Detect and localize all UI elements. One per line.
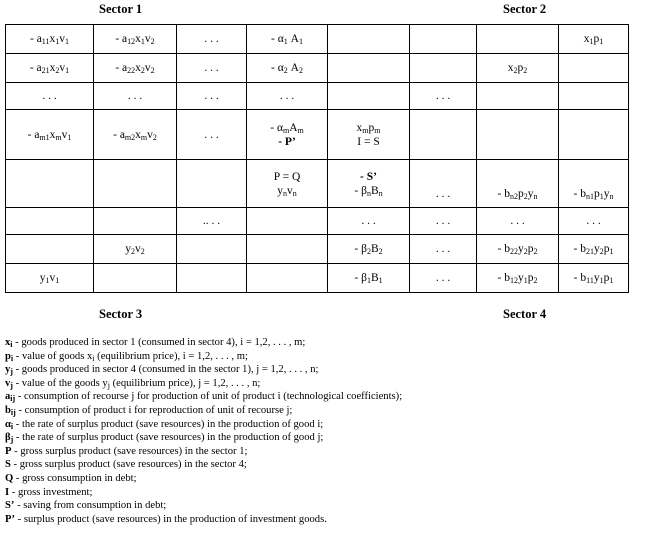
cell-r1-c6: [410, 25, 477, 54]
table-row: [6, 160, 629, 208]
cell-r6-c2: [94, 208, 177, 235]
cell-r3-c4: . . .: [247, 83, 328, 110]
legend-item: $x_i$ - goods produced in sector 1 (consumed in sector 4), i = 1,2, . . . , m;: [5, 337, 306, 349]
cell-r7-c3: [177, 235, 247, 264]
cell-r6-c7: . . .: [477, 208, 559, 235]
cell-r3-c2: . . .: [94, 83, 177, 110]
cell-r7-c6: . . .: [410, 235, 477, 264]
cell-r8-c2: [94, 264, 177, 293]
cell-r7-c8: - $b_{21}y_2p_1$: [559, 235, 629, 264]
legend: [5, 336, 645, 526]
cell-r6-c5: . . .: [328, 208, 410, 235]
cell-r1-c8: $x_1p_1$: [559, 25, 629, 54]
cell-r2-c2: - $a_{22}x_2v_2$: [94, 54, 177, 83]
input-output-table: [5, 24, 629, 293]
legend-item: $v_j$ - value of the goods $y_j$ (equilibrium price), j = 1,2, . . . , n;: [5, 377, 261, 390]
i-equals-s: I = S: [357, 135, 380, 148]
cell-r2-c3: . . .: [177, 54, 247, 83]
legend-item: P’ - surplus product (save resources) in the production of investment goods.: [5, 513, 327, 525]
cell-r7-c1: [6, 235, 94, 264]
cell-r1-c4: - $\alpha_1$ $A_1$: [247, 25, 328, 54]
cell-r4-c5: $x_mp_m$ I = S: [328, 110, 410, 160]
cell-r3-c5: [328, 83, 410, 110]
s-prime-label: - S’: [360, 170, 377, 183]
p-prime-label: - P’: [278, 135, 296, 148]
legend-item: P - gross surplus product (save resources) in the sector 1;: [5, 445, 248, 457]
cell-r8-c3: [177, 264, 247, 293]
cell-r2-c7: $x_2p_2$: [477, 54, 559, 83]
cell-r4-c7: [477, 110, 559, 160]
cell-r4-c8: [559, 110, 629, 160]
cell-r3-c8: [559, 83, 629, 110]
cell-r1-c5: [328, 25, 410, 54]
legend-item: $y_j$ - goods produced in sector 4 (consumed in the sector 1), j = 1,2, . . . , n;: [5, 364, 319, 377]
cell-r1-c1: - $a_{11}x_1v_1$: [6, 25, 94, 54]
table-row: [6, 235, 629, 264]
table-row: [6, 264, 629, 293]
cell-r2-c6: [410, 54, 477, 83]
cell-r6-c6: . . .: [410, 208, 477, 235]
cell-r8-c8: - $b_{11}y_1p_1$: [559, 264, 629, 293]
cell-r5-c8: - $b_{n1}p_1y_n$: [559, 160, 629, 208]
sector-2-label: Sector 2: [503, 2, 547, 16]
cell-r1-c2: - $a_{12}x_1v_2$: [94, 25, 177, 54]
cell-r7-c7: - $b_{22}y_2p_2$: [477, 235, 559, 264]
cell-r3-c6: . . .: [410, 83, 477, 110]
table-row: [6, 110, 629, 160]
cell-r6-c1: [6, 208, 94, 235]
cell-r5-c7: - $b_{n2}p_2y_n$: [477, 160, 559, 208]
cell-r5-c2: [94, 160, 177, 208]
cell-r5-c3: [177, 160, 247, 208]
cell-r8-c5: - $\beta_1B_1$: [328, 264, 410, 293]
cell-r2-c5: [328, 54, 410, 83]
legend-item: $a_{ij}$ - consumption of recourse j for production of unit of product i (technological coefficients);: [5, 391, 403, 404]
legend-item: $\alpha_i$ - the rate of surplus product (save resources) in the production of good i;: [5, 418, 324, 431]
legend-item: S’ - saving from consumption in debt;: [5, 500, 167, 512]
cell-r7-c4: [247, 235, 328, 264]
legend-item: $\beta_j$ - the rate of surplus product (save resources) in the production of good j;: [5, 432, 324, 445]
sector-1-label: Sector 1: [99, 2, 143, 16]
cell-r4-c6: [410, 110, 477, 160]
cell-r8-c7: - $b_{12}y_1p_2$: [477, 264, 559, 293]
cell-r5-c6: . . .: [410, 160, 477, 208]
cell-r5-c1: [6, 160, 94, 208]
cell-r4-c4: - $\alpha_mA_m$ - P’: [247, 110, 328, 160]
cell-r6-c3: .. . .: [177, 208, 247, 235]
table-row: [6, 83, 629, 110]
sector-4-label: Sector 4: [503, 307, 547, 321]
table-row: [6, 208, 629, 235]
cell-r3-c3: . . .: [177, 83, 247, 110]
cell-r2-c8: [559, 54, 629, 83]
cell-r4-c2: - $a_{m2}x_mv_2$: [94, 110, 177, 160]
cell-r3-c7: [477, 83, 559, 110]
cell-r1-c7: [477, 25, 559, 54]
cell-r2-c1: - $a_{21}x_2v_1$: [6, 54, 94, 83]
cell-r8-c6: . . .: [410, 264, 477, 293]
legend-item: I - gross investment;: [5, 486, 93, 498]
cell-r6-c4: [247, 208, 328, 235]
cell-r4-c3: . . .: [177, 110, 247, 160]
sector-3-label: Sector 3: [99, 307, 143, 321]
cell-r5-c5: - S’ - $\beta_nB_n$: [328, 160, 410, 208]
legend-item: $p_i$ - value of goods $x_i$ (equilibrium price), i = 1,2, . . . , m;: [5, 350, 248, 363]
legend-item: S - gross surplus product (save resources) in the sector 4;: [5, 459, 247, 471]
cell-r3-c1: . . .: [6, 83, 94, 110]
legend-item: $b_{ij}$ - consumption of product i for reproduction of unit of recourse j;: [5, 404, 293, 417]
cell-r1-c3: . . .: [177, 25, 247, 54]
cell-r4-c1: - $a_{m1}x_mv_1$: [6, 110, 94, 160]
cell-r8-c4: [247, 264, 328, 293]
cell-r7-c2: $y_2v_2$: [94, 235, 177, 264]
cell-r5-c4: P = Q $y_nv_n$: [247, 160, 328, 208]
table-row: [6, 54, 629, 83]
cell-r7-c5: - $\beta_2B_2$: [328, 235, 410, 264]
cell-r8-c1: $y_1v_1$: [6, 264, 94, 293]
legend-item: Q - gross consumption in debt;: [5, 472, 137, 484]
cell-r2-c4: - $\alpha_2$ $A_2$: [247, 54, 328, 83]
table-row: [6, 25, 629, 54]
p-equals-q: P = Q: [273, 170, 301, 183]
cell-r6-c8: . . .: [559, 208, 629, 235]
